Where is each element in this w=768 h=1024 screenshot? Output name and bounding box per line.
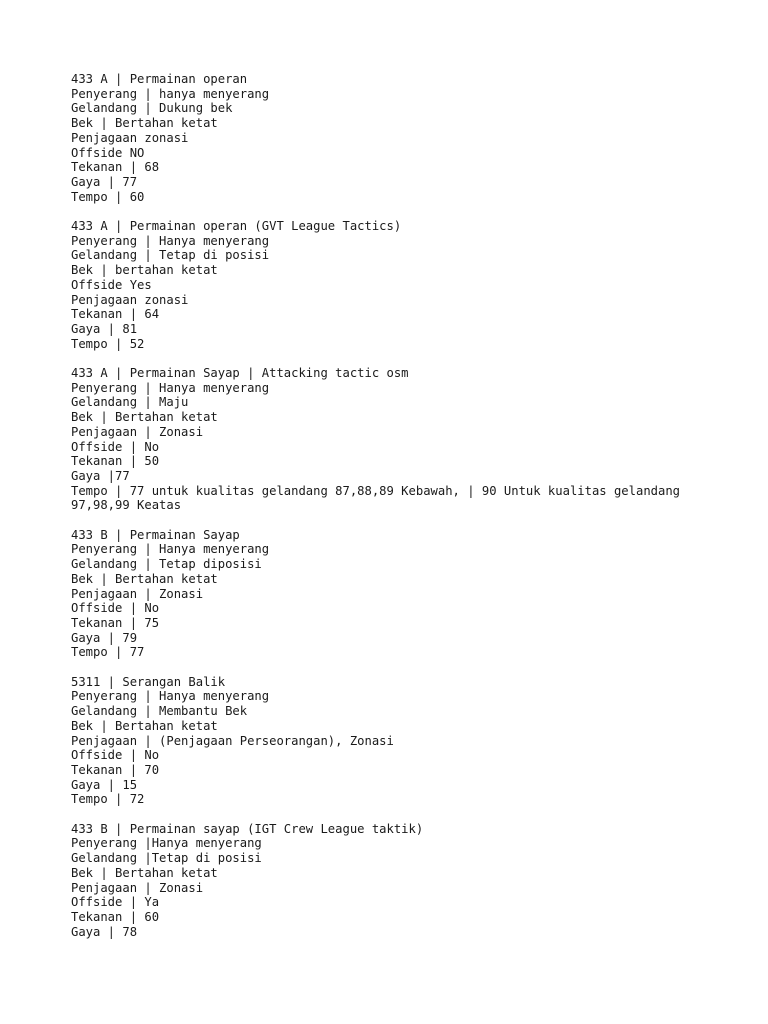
tactic-line: Offside NO (71, 145, 145, 160)
tactic-line: Bek | Bertahan ketat (71, 410, 218, 425)
tactic-line: Penyerang | Hanya menyerang (71, 542, 270, 557)
tactic-line: Tekanan | 70 (71, 762, 160, 777)
tactic-block-6 (71, 822, 731, 940)
tactic-line: Offside | No (71, 601, 160, 616)
tactic-line: Gelandang | Maju (71, 395, 189, 410)
tactic-title: 433 A | Permainan operan (71, 72, 248, 86)
tactic-line: Penyerang | Hanya menyerang (71, 233, 270, 248)
tactic-line: Tempo | 52 (71, 336, 145, 351)
tactic-line: Gaya | 81 (71, 321, 138, 336)
tactic-block-2 (71, 219, 731, 351)
tactic-title: 433 A | Permainan operan (GVT League Tactics) (71, 219, 402, 234)
tactic-line: Bek | Bertahan ketat (71, 718, 218, 733)
tactic-title: 433 A | Permainan Sayap | Attacking tactic osm (71, 366, 409, 381)
tactic-line: Tempo | 72 (71, 792, 145, 807)
tactic-block-4 (71, 528, 731, 660)
tactic-line: Penjagaan zonasi (71, 130, 189, 145)
tactic-line: Tempo | 60 (71, 189, 145, 204)
tactic-title: 433 B | Permainan sayap (IGT Crew League taktik) (71, 821, 424, 836)
tactic-title: 5311 | Serangan Balik (71, 674, 226, 689)
tactic-line: Gaya | 77 (71, 174, 138, 189)
tactic-line: Penjagaan | Zonasi (71, 586, 204, 601)
tactic-block-5 (71, 675, 731, 807)
tactic-line: Gaya |77 (71, 468, 130, 483)
tactic-line: Tempo | 77 untuk kualitas gelandang 87,88,89 Kebawah, | 90 Untuk kualitas gelandang (71, 483, 681, 498)
tactic-line: Offside | No (71, 748, 160, 763)
tactic-line: Penyerang | hanya menyerang (71, 86, 270, 101)
document-page (71, 72, 731, 954)
tactic-line: Gelandang | Tetap diposisi (71, 557, 262, 572)
tactic-line: Gaya | 78 (71, 924, 138, 939)
tactic-line: Tekanan | 60 (71, 910, 160, 924)
tactic-line: Bek | Bertahan ketat (71, 116, 218, 131)
tactic-line: Penyerang | Hanya menyerang (71, 380, 270, 395)
tactic-line: Gelandang |Tetap di posisi (71, 851, 262, 866)
tactic-line: Penjagaan | (Penjagaan Perseorangan), Zonasi (71, 733, 394, 748)
tactic-line: Gaya | 79 (71, 630, 138, 645)
tactic-line: Gelandang | Membantu Bek (71, 704, 248, 719)
tactic-line: Gaya | 15 (71, 777, 138, 792)
tactic-line: Penjagaan | Zonasi (71, 880, 204, 895)
tactic-line: Penjagaan | Zonasi (71, 424, 204, 439)
tactic-line: Offside Yes (71, 277, 152, 292)
tactic-line: Penyerang |Hanya menyerang (71, 836, 262, 851)
tactic-line: Tekanan | 68 (71, 160, 160, 175)
tactic-title: 433 B | Permainan Sayap (71, 527, 240, 542)
tactic-line: Bek | Bertahan ketat (71, 865, 218, 880)
tactic-line: Tekanan | 64 (71, 307, 160, 322)
tactic-line: Penyerang | Hanya menyerang (71, 689, 270, 704)
tactic-line: Bek | Bertahan ketat (71, 571, 218, 586)
tactic-block-1 (71, 72, 731, 204)
tactic-line: Gelandang | Dukung bek (71, 101, 233, 116)
tactic-line: Bek | bertahan ketat (71, 263, 218, 278)
tactic-line: Offside | Ya (71, 895, 160, 910)
tactic-block-3 (71, 366, 731, 513)
tactic-line: 97,98,99 Keatas (71, 498, 182, 513)
tactic-line: Tempo | 77 (71, 645, 145, 660)
tactic-line: Tekanan | 50 (71, 454, 160, 469)
tactic-line: Gelandang | Tetap di posisi (71, 248, 270, 263)
tactic-line: Penjagaan zonasi (71, 292, 189, 307)
tactic-line: Offside | No (71, 439, 160, 454)
tactic-line: Tekanan | 75 (71, 615, 160, 630)
